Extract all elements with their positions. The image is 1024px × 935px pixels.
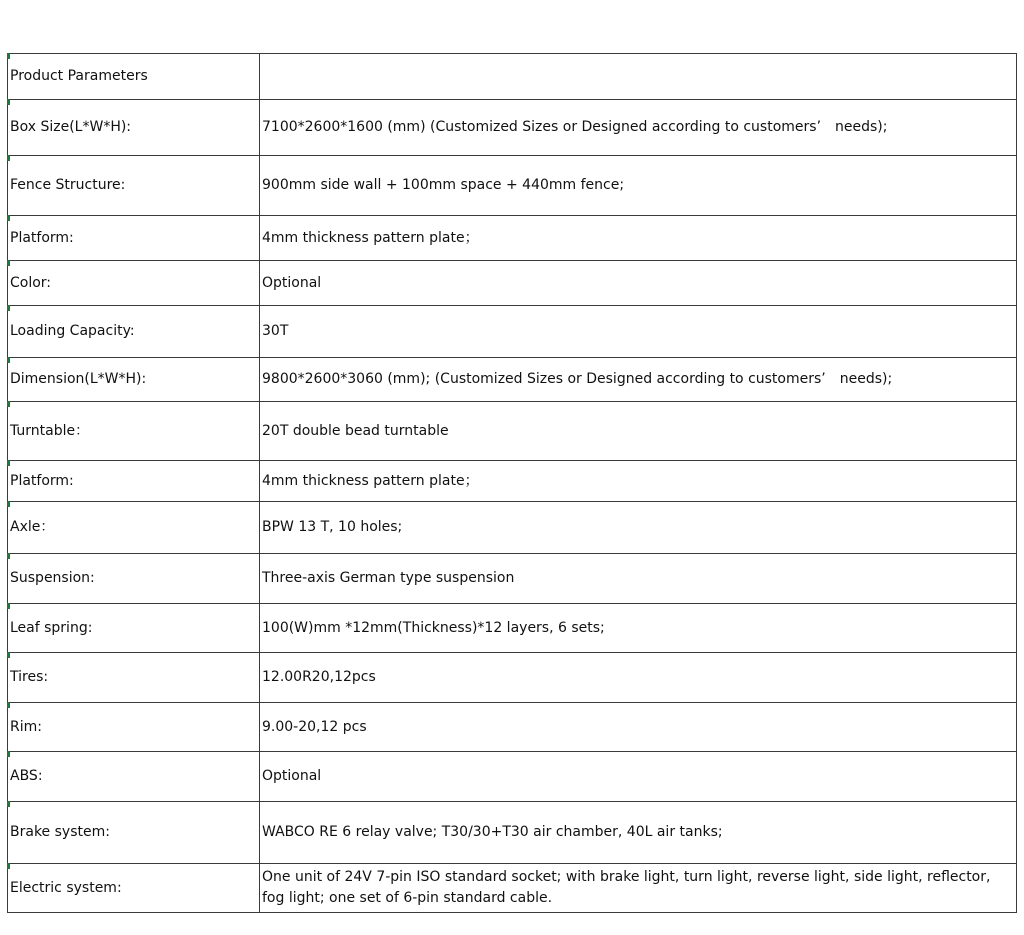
param-value: 30T <box>260 306 1017 358</box>
param-value: BPW 13 T, 10 holes; <box>260 502 1017 554</box>
table-row <box>8 752 1017 802</box>
table-row <box>8 864 1017 913</box>
param-label: Loading Capacity: <box>8 306 260 358</box>
param-label: Product Parameters <box>8 54 260 100</box>
table-row <box>8 100 1017 156</box>
param-value: 12.00R20,12pcs <box>260 653 1017 703</box>
table-row <box>8 402 1017 461</box>
table-row <box>8 604 1017 653</box>
table-row <box>8 653 1017 703</box>
param-label: Electric system: <box>8 864 260 913</box>
param-label: Fence Structure: <box>8 156 260 216</box>
table-row <box>8 156 1017 216</box>
table-row <box>8 461 1017 502</box>
param-value: 9.00-20,12 pcs <box>260 703 1017 752</box>
table-row <box>8 802 1017 864</box>
param-value: Optional <box>260 752 1017 802</box>
table-row <box>8 358 1017 402</box>
param-label: Box Size(L*W*H): <box>8 100 260 156</box>
table-row <box>8 703 1017 752</box>
param-label: Tires: <box>8 653 260 703</box>
param-value: WABCO RE 6 relay valve; T30/30+T30 air chamber, 40L air tanks; <box>260 802 1017 864</box>
table-row <box>8 54 1017 100</box>
param-value: 4mm thickness pattern plate； <box>260 216 1017 261</box>
table-row <box>8 216 1017 261</box>
param-value <box>260 54 1017 100</box>
table-row <box>8 502 1017 554</box>
param-label: Brake system: <box>8 802 260 864</box>
table-row <box>8 306 1017 358</box>
param-label: Leaf spring: <box>8 604 260 653</box>
param-value: 9800*2600*3060 (mm); (Customized Sizes or Designed according to customers’ needs); <box>260 358 1017 402</box>
param-label: Dimension(L*W*H): <box>8 358 260 402</box>
param-value: 4mm thickness pattern plate； <box>260 461 1017 502</box>
param-value: Three-axis German type suspension <box>260 554 1017 604</box>
param-label: Suspension: <box>8 554 260 604</box>
param-value: 900mm side wall + 100mm space + 440mm fence; <box>260 156 1017 216</box>
param-value: 20T double bead turntable <box>260 402 1017 461</box>
param-label: ABS: <box>8 752 260 802</box>
param-value: 7100*2600*1600 (mm) (Customized Sizes or Designed according to customers’ needs); <box>260 100 1017 156</box>
param-value: One unit of 24V 7-pin ISO standard socket; with brake light, turn light, reverse light, side light, reflector, fog light; one set of 6-pin standard cable. <box>260 864 1017 913</box>
table-row <box>8 261 1017 306</box>
param-label: Platform: <box>8 461 260 502</box>
param-label: Rim: <box>8 703 260 752</box>
param-value: 100(W)mm *12mm(Thickness)*12 layers, 6 sets; <box>260 604 1017 653</box>
table-row <box>8 554 1017 604</box>
product-parameters-table <box>7 53 1017 913</box>
param-label: Axle： <box>8 502 260 554</box>
param-value: Optional <box>260 261 1017 306</box>
param-label: Platform: <box>8 216 260 261</box>
param-label: Color: <box>8 261 260 306</box>
param-label: Turntable： <box>8 402 260 461</box>
